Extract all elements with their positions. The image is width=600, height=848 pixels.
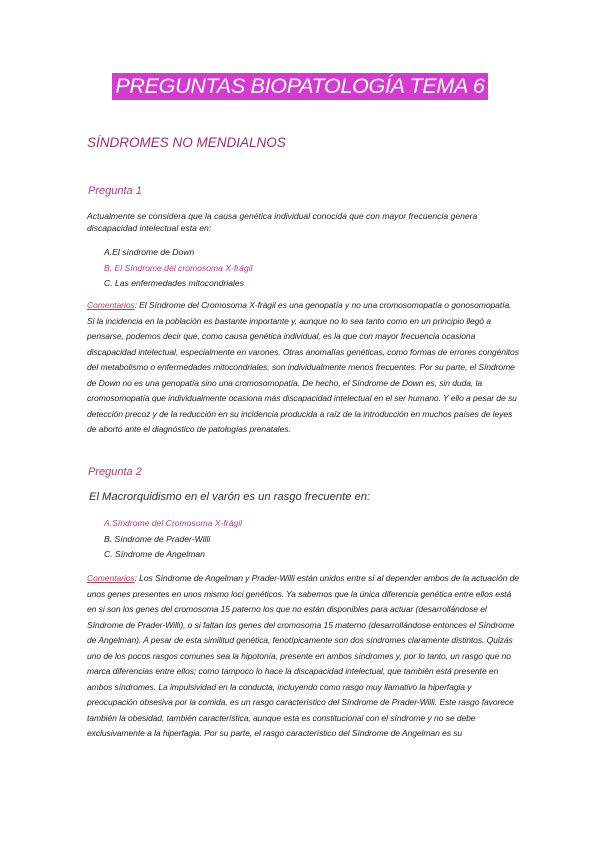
comment-label: Comentarios bbox=[87, 573, 135, 583]
comment-label: Comentarios bbox=[87, 300, 135, 310]
option-b-correct: B. El Síndrome del cromosoma X-frágil bbox=[104, 262, 253, 273]
question-1-options bbox=[104, 245, 253, 292]
question-2-comment bbox=[87, 571, 519, 742]
comment-body: : Los Síndrome de Angelman y Prader-Willi están unidos entre sí al depender ambos de la actuación de unos genes presentes en unos mismo loci genéticos. Ya sabemos que la única diferencia genética entre ellos está en si son los genes del cromosoma 15 paterno los que no están disponibles para actuar (desarrollándose el Síndrome de Prader-Willi), o si faltan los genes del cromosoma 15 materno (desarrollándose entonces el Síndrome de Angelman). A pesar de esta similitud genética, fenotípicamente son dos síndromes claramente distintos. Quizás uno de los pocos rasgos comunes sea la hipotonía, presente en ambos síndromes y, por lo tanto, un rasgo que no marca diferencias entre ellos; como tampoco lo hace la discapacidad intelectual, que también está presente en ambos síndromes. La impulsividad en la conducta, incluyendo como rasgo muy llamativo la hiperfagia y preocupación obsesiva por la comida, es un rasgo característico del Síndrome de Prader-Willi. Este rasgo favorece también la obesidad, también característica, aunque esta es constitucional con el síndrome y no se debe exclusivamente a la hiperfagia. Por su parte, el rasgo característico del Síndrome de Angelman es su bbox=[87, 573, 519, 739]
section-heading: SÍNDROMES NO MENDIALNOS bbox=[87, 135, 286, 150]
page-title: PREGUNTAS BIOPATOLOGÍA TEMA 6 bbox=[112, 73, 487, 100]
option-c: C. Síndrome de Angelman bbox=[104, 549, 205, 559]
question-2-options bbox=[104, 516, 242, 563]
question-2-text: El Macrorquidismo en el varón es un rasgo frecuente en: bbox=[89, 491, 371, 503]
question-2-label: Pregunta 2 bbox=[88, 466, 142, 478]
option-b: B. Síndrome de Prader-Willi bbox=[104, 533, 211, 544]
question-1-text: Actualmente se considera que la causa genética individual conocida que con mayor frecuencia genera discapacidad intelectual esta en: bbox=[87, 211, 478, 233]
comment-body: : El Síndrome del Cromosoma X-frágil es una genopatía y no una cromosomopatía o gonosomopatía. Si la incidencia en la población es bastante importante y, aunque no lo sea tanto como en un principio llegó a pensarse, podemos decir que, como causa genética individual, es la que con mayor frecuencia ocasiona discapacidad intelectual, especialmente en varones. Otras anomalías genéticas, como formas de errores congénitos del metabolismo o enfermedades mitocondriales, son individualmente menos frecuentes. Por su parte, el Síndrome de Down no es una genopatía sino una cromosomopatía. De hecho, el Síndrome de Down es, sin duda, la cromosomopatía que individualmente ocasiona más discapacidad intelectual en el ser humano. Y ello a pesar de su detección precoz y de la reducción en su incidencia producida a raíz de la introducción en muchos países de leyes de aborto ante el diagnóstico de patologías prenatales. bbox=[87, 300, 519, 435]
title-container bbox=[0, 73, 600, 100]
option-c: C. Las enfermedades mitocondriales bbox=[104, 278, 244, 288]
option-a: A.El síndrome de Down bbox=[104, 247, 195, 257]
option-a-correct: A.Síndrome del Cromosoma X-frágil bbox=[104, 518, 243, 528]
question-1-comment bbox=[87, 298, 519, 438]
question-1-label: Pregunta 1 bbox=[88, 185, 142, 197]
